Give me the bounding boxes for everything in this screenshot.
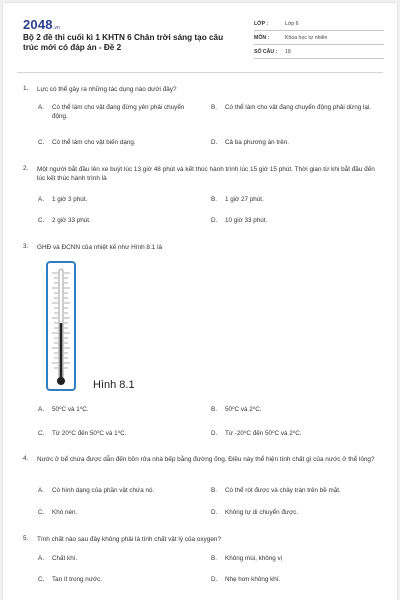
option-letter: C. (38, 430, 45, 437)
option-text: 1 giờ 27 phút. (225, 196, 264, 203)
meta-value: Lớp 6 (285, 20, 299, 27)
meta-table (254, 17, 384, 59)
option-c[interactable] (38, 575, 203, 584)
option-d[interactable] (211, 138, 376, 147)
option-d[interactable] (211, 216, 376, 225)
question-4 (23, 455, 383, 464)
header-divider (17, 72, 383, 73)
option-text: 50⁰C và 1⁰C. (52, 406, 89, 413)
option-text: 10 giờ 33 phút. (225, 217, 268, 224)
question-2 (23, 165, 383, 183)
option-b[interactable] (211, 405, 376, 414)
option-c[interactable] (38, 508, 203, 517)
question-number: 4. (23, 455, 29, 462)
question-3 (23, 243, 383, 252)
option-b[interactable] (211, 195, 376, 204)
option-letter: D. (211, 139, 218, 146)
logo-text: 2048 (23, 17, 53, 32)
option-text: Có thể làm cho vật đang chuyển động phải dừng lại. (225, 104, 371, 111)
option-letter: B. (211, 487, 217, 494)
option-text: Nhẹ hơn không khí. (225, 576, 281, 583)
meta-row-count (254, 45, 384, 59)
option-text: Có thể làm cho vật biến dạng. (52, 139, 136, 146)
question-number: 5. (23, 535, 29, 542)
option-a[interactable] (38, 195, 203, 204)
option-text: Có thể rót được và chảy tràn trên bề mặt. (225, 487, 341, 494)
option-letter: D. (211, 217, 218, 224)
option-letter: B. (211, 104, 217, 111)
option-a[interactable] (38, 486, 203, 495)
option-letter: A. (38, 555, 44, 562)
option-letter: B. (211, 196, 217, 203)
option-text: Từ 20⁰C đến 50⁰C và 1⁰C. (52, 430, 127, 437)
question-number: 2. (23, 165, 29, 172)
question-stem: Tính chất nào sau đây không phải là tính chất vật lý của oxygen? (37, 536, 222, 543)
figure-caption: Hình 8.1 (93, 379, 135, 391)
option-text: Từ -20⁰C đến 50⁰C và 2⁰C. (225, 430, 302, 437)
option-letter: A. (38, 104, 44, 111)
question-stem: Lực có thể gây ra những tác dụng nào dưới đây? (37, 86, 177, 93)
option-letter: B. (211, 555, 217, 562)
meta-key: SỐ CÂU : (254, 48, 278, 55)
option-d[interactable] (211, 508, 376, 517)
question-1 (23, 85, 383, 94)
option-b[interactable] (211, 554, 376, 563)
site-logo[interactable] (23, 17, 60, 32)
option-text: Chất khí. (52, 555, 78, 562)
option-text: 2 giờ 33 phút. (52, 217, 91, 224)
option-letter: A. (38, 487, 44, 494)
option-letter: D. (211, 430, 218, 437)
question-stem: Một người bắt đầu lên xe buýt lúc 13 giờ 48 phút và kết thúc hành trình lúc 15 giờ 15 phút. Thời gian từ khi bắt đầu đến lúc kết thúc hành trình là (37, 166, 375, 182)
question-number: 3. (23, 243, 29, 250)
option-text: Cả ba phương án trên. (225, 139, 290, 146)
option-text: Khó nén. (52, 509, 78, 516)
option-letter: A. (38, 196, 44, 203)
question-5 (23, 535, 383, 544)
option-letter: D. (211, 576, 218, 583)
quiz-title: Bộ 2 đề thi cuối kì 1 KHTN 6 Chân trời sáng tạo câu trúc mới có đáp án - Đề 2 (23, 33, 224, 52)
thermometer-figure (46, 261, 76, 391)
meta-row-subject (254, 31, 384, 45)
option-d[interactable] (211, 575, 376, 584)
option-letter: A. (38, 406, 44, 413)
meta-value: 18 (285, 48, 291, 55)
option-text: 1 giờ 3 phút. (52, 196, 88, 203)
option-a[interactable] (38, 554, 203, 563)
logo-suffix: .vn (52, 25, 61, 31)
option-letter: B. (211, 406, 217, 413)
meta-key: LỚP : (254, 20, 269, 27)
option-c[interactable] (38, 216, 203, 225)
question-stem: Nước ở bể chứa được dẫn đến bồn rửa nhà bếp bằng đường ống. Điều này thể hiện tính chất gì của nước ở thể lỏng? (37, 456, 375, 463)
option-letter: D. (211, 509, 218, 516)
option-c[interactable] (38, 138, 203, 147)
option-c[interactable] (38, 429, 203, 438)
option-d[interactable] (211, 429, 376, 438)
option-a[interactable] (38, 405, 203, 414)
option-text: Không tự di chuyển được. (225, 509, 299, 516)
question-stem: GHĐ và ĐCNN của nhiệt kế như Hình 8.1 là (37, 244, 163, 251)
option-b[interactable] (211, 103, 376, 112)
quiz-page (3, 3, 397, 600)
option-a[interactable] (38, 103, 188, 121)
option-text: 50⁰C và 2⁰C. (225, 406, 262, 413)
option-text: Có hình dạng của phần vật chứa nó. (52, 487, 155, 494)
option-text: Có thể làm cho vật đang đứng yên phải chuyển động. (52, 104, 185, 120)
option-text: Không mùi, không vị (225, 555, 283, 562)
option-letter: C. (38, 576, 45, 583)
meta-row-grade (254, 17, 384, 31)
option-b[interactable] (211, 486, 381, 495)
option-letter: C. (38, 217, 45, 224)
option-text: Tan ít trong nước. (52, 576, 102, 583)
option-letter: C. (38, 509, 45, 516)
question-number: 1. (23, 85, 29, 92)
option-letter: C. (38, 139, 45, 146)
meta-key: MÔN : (254, 34, 270, 41)
meta-value: Khoa học tự nhiên (285, 34, 328, 41)
